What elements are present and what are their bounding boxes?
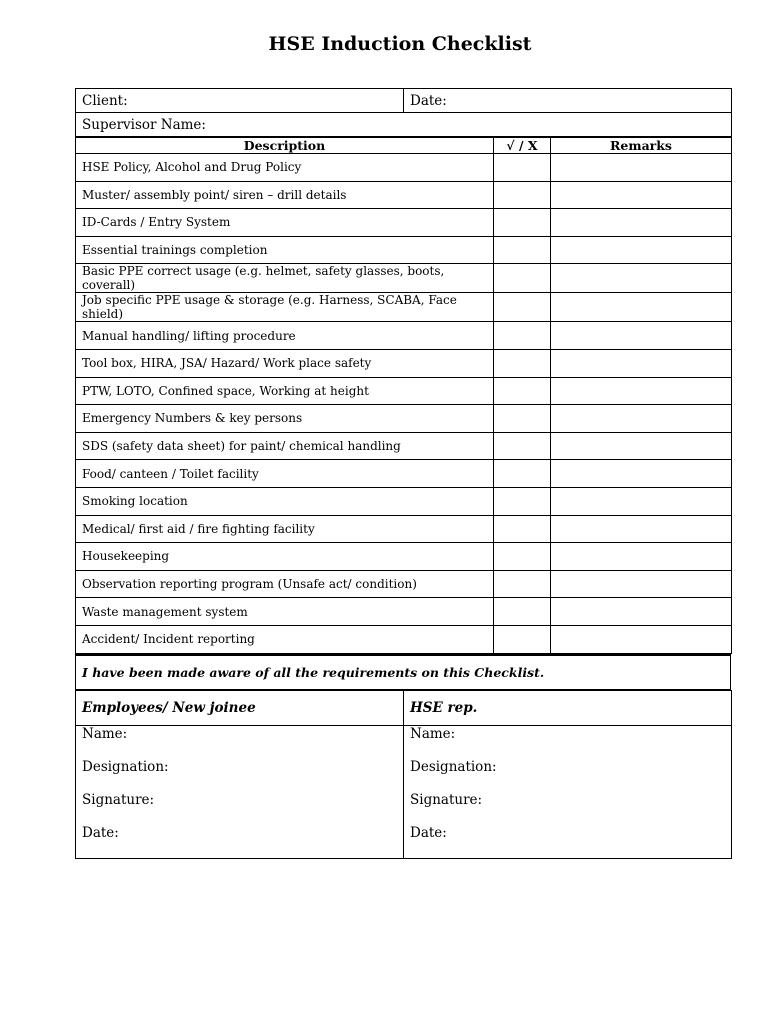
checklist-item-remarks-cell[interactable] bbox=[551, 293, 732, 322]
checklist-row bbox=[76, 209, 732, 237]
checklist-item-description: Medical/ first aid / fire fighting facility bbox=[76, 515, 494, 543]
checklist-item-remarks-cell[interactable] bbox=[551, 515, 732, 543]
col-description: Description bbox=[76, 138, 494, 154]
checklist-item-remarks-cell[interactable] bbox=[551, 377, 732, 405]
checklist-row bbox=[76, 625, 732, 653]
checklist-item-remarks-cell[interactable] bbox=[551, 322, 732, 350]
checklist-item-check-cell[interactable] bbox=[494, 236, 551, 264]
checklist-item-remarks-cell[interactable] bbox=[551, 543, 732, 571]
checklist-form bbox=[75, 88, 731, 859]
checklist-row bbox=[76, 432, 732, 460]
client-label: Client: bbox=[82, 92, 128, 109]
checklist-item-description: Basic PPE correct usage (e.g. helmet, safety glasses, boots, coverall) bbox=[76, 264, 494, 293]
checklist-item-remarks-cell[interactable] bbox=[551, 181, 732, 209]
checklist-item-description: Tool box, HIRA, JSA/ Hazard/ Work place safety bbox=[76, 349, 494, 377]
checklist-item-remarks-cell[interactable] bbox=[551, 432, 732, 460]
signoff-table bbox=[75, 690, 732, 859]
date-field[interactable] bbox=[404, 89, 732, 113]
hse-signature-field[interactable]: Signature: bbox=[410, 792, 483, 808]
checklist-row bbox=[76, 322, 732, 350]
checklist-item-remarks-cell[interactable] bbox=[551, 264, 732, 293]
checklist-item-check-cell[interactable] bbox=[494, 543, 551, 571]
employee-date-field[interactable]: Date: bbox=[82, 825, 119, 841]
employee-signature-field[interactable]: Signature: bbox=[82, 792, 155, 808]
checklist-row bbox=[76, 405, 732, 433]
checklist-item-remarks-cell[interactable] bbox=[551, 570, 732, 598]
checklist-item-remarks-cell[interactable] bbox=[551, 460, 732, 488]
checklist-item-description: Muster/ assembly point/ siren – drill details bbox=[76, 181, 494, 209]
checklist-item-remarks-cell[interactable] bbox=[551, 487, 732, 515]
checklist-row bbox=[76, 515, 732, 543]
checklist-item-description: Housekeeping bbox=[76, 543, 494, 571]
checklist-item-check-cell[interactable] bbox=[494, 515, 551, 543]
header-table bbox=[75, 88, 732, 137]
employee-heading: Employees/ New joinee bbox=[76, 691, 404, 726]
page-title: HSE Induction Checklist bbox=[268, 33, 532, 55]
supervisor-field[interactable] bbox=[76, 113, 732, 137]
checklist-item-remarks-cell[interactable] bbox=[551, 209, 732, 237]
checklist-item-remarks-cell[interactable] bbox=[551, 236, 732, 264]
checklist-row bbox=[76, 487, 732, 515]
checklist-item-check-cell[interactable] bbox=[494, 154, 551, 182]
checklist-row bbox=[76, 377, 732, 405]
checklist-row bbox=[76, 181, 732, 209]
employee-signoff bbox=[76, 726, 404, 859]
checklist-row bbox=[76, 349, 732, 377]
checklist-row bbox=[76, 570, 732, 598]
hse-signoff bbox=[404, 726, 732, 859]
checklist-item-check-cell[interactable] bbox=[494, 570, 551, 598]
checklist-item-remarks-cell[interactable] bbox=[551, 405, 732, 433]
checklist-table bbox=[75, 137, 732, 654]
checklist-item-check-cell[interactable] bbox=[494, 460, 551, 488]
checklist-item-check-cell[interactable] bbox=[494, 181, 551, 209]
checklist-item-check-cell[interactable] bbox=[494, 293, 551, 322]
hse-heading: HSE rep. bbox=[404, 691, 732, 726]
checklist-item-description: PTW, LOTO, Confined space, Working at height bbox=[76, 377, 494, 405]
checklist-row bbox=[76, 543, 732, 571]
acknowledgement-table bbox=[75, 654, 731, 691]
checklist-item-check-cell[interactable] bbox=[494, 487, 551, 515]
checklist-item-description: Waste management system bbox=[76, 598, 494, 626]
hse-name-field[interactable]: Name: bbox=[410, 726, 456, 742]
checklist-item-check-cell[interactable] bbox=[494, 405, 551, 433]
employee-designation-field[interactable]: Designation: bbox=[82, 759, 169, 775]
checklist-item-check-cell[interactable] bbox=[494, 432, 551, 460]
checklist-item-remarks-cell[interactable] bbox=[551, 625, 732, 653]
col-check: √ / X bbox=[494, 138, 551, 154]
checklist-item-check-cell[interactable] bbox=[494, 598, 551, 626]
checklist-item-check-cell[interactable] bbox=[494, 625, 551, 653]
employee-name-field[interactable]: Name: bbox=[82, 726, 128, 742]
checklist-item-check-cell[interactable] bbox=[494, 322, 551, 350]
checklist-item-description: SDS (safety data sheet) for paint/ chemical handling bbox=[76, 432, 494, 460]
client-field[interactable] bbox=[76, 89, 404, 113]
acknowledgement-text: I have been made aware of all the requirements on this Checklist. bbox=[76, 655, 731, 690]
checklist-item-description: Essential trainings completion bbox=[76, 236, 494, 264]
checklist-item-description: HSE Policy, Alcohol and Drug Policy bbox=[76, 154, 494, 182]
checklist-item-remarks-cell[interactable] bbox=[551, 349, 732, 377]
checklist-item-check-cell[interactable] bbox=[494, 377, 551, 405]
checklist-item-description: Observation reporting program (Unsafe act/ condition) bbox=[76, 570, 494, 598]
checklist-row bbox=[76, 598, 732, 626]
hse-designation-field[interactable]: Designation: bbox=[410, 759, 497, 775]
checklist-item-description: Accident/ Incident reporting bbox=[76, 625, 494, 653]
checklist-item-description: Smoking location bbox=[76, 487, 494, 515]
checklist-row bbox=[76, 236, 732, 264]
checklist-item-remarks-cell[interactable] bbox=[551, 598, 732, 626]
checklist-item-description: Emergency Numbers & key persons bbox=[76, 405, 494, 433]
checklist-item-check-cell[interactable] bbox=[494, 264, 551, 293]
supervisor-label: Supervisor Name: bbox=[82, 116, 206, 133]
checklist-row bbox=[76, 264, 732, 293]
checklist-item-check-cell[interactable] bbox=[494, 349, 551, 377]
checklist-item-remarks-cell[interactable] bbox=[551, 154, 732, 182]
checklist-row bbox=[76, 460, 732, 488]
checklist-item-check-cell[interactable] bbox=[494, 209, 551, 237]
checklist-item-description: Manual handling/ lifting procedure bbox=[76, 322, 494, 350]
checklist-row bbox=[76, 154, 732, 182]
checklist-item-description: Job specific PPE usage & storage (e.g. Harness, SCABA, Face shield) bbox=[76, 293, 494, 322]
date-label: Date: bbox=[410, 92, 447, 109]
checklist-item-description: Food/ canteen / Toilet facility bbox=[76, 460, 494, 488]
checklist-row bbox=[76, 293, 732, 322]
col-remarks: Remarks bbox=[551, 138, 732, 154]
checklist-item-description: ID-Cards / Entry System bbox=[76, 209, 494, 237]
hse-date-field[interactable]: Date: bbox=[410, 825, 447, 841]
